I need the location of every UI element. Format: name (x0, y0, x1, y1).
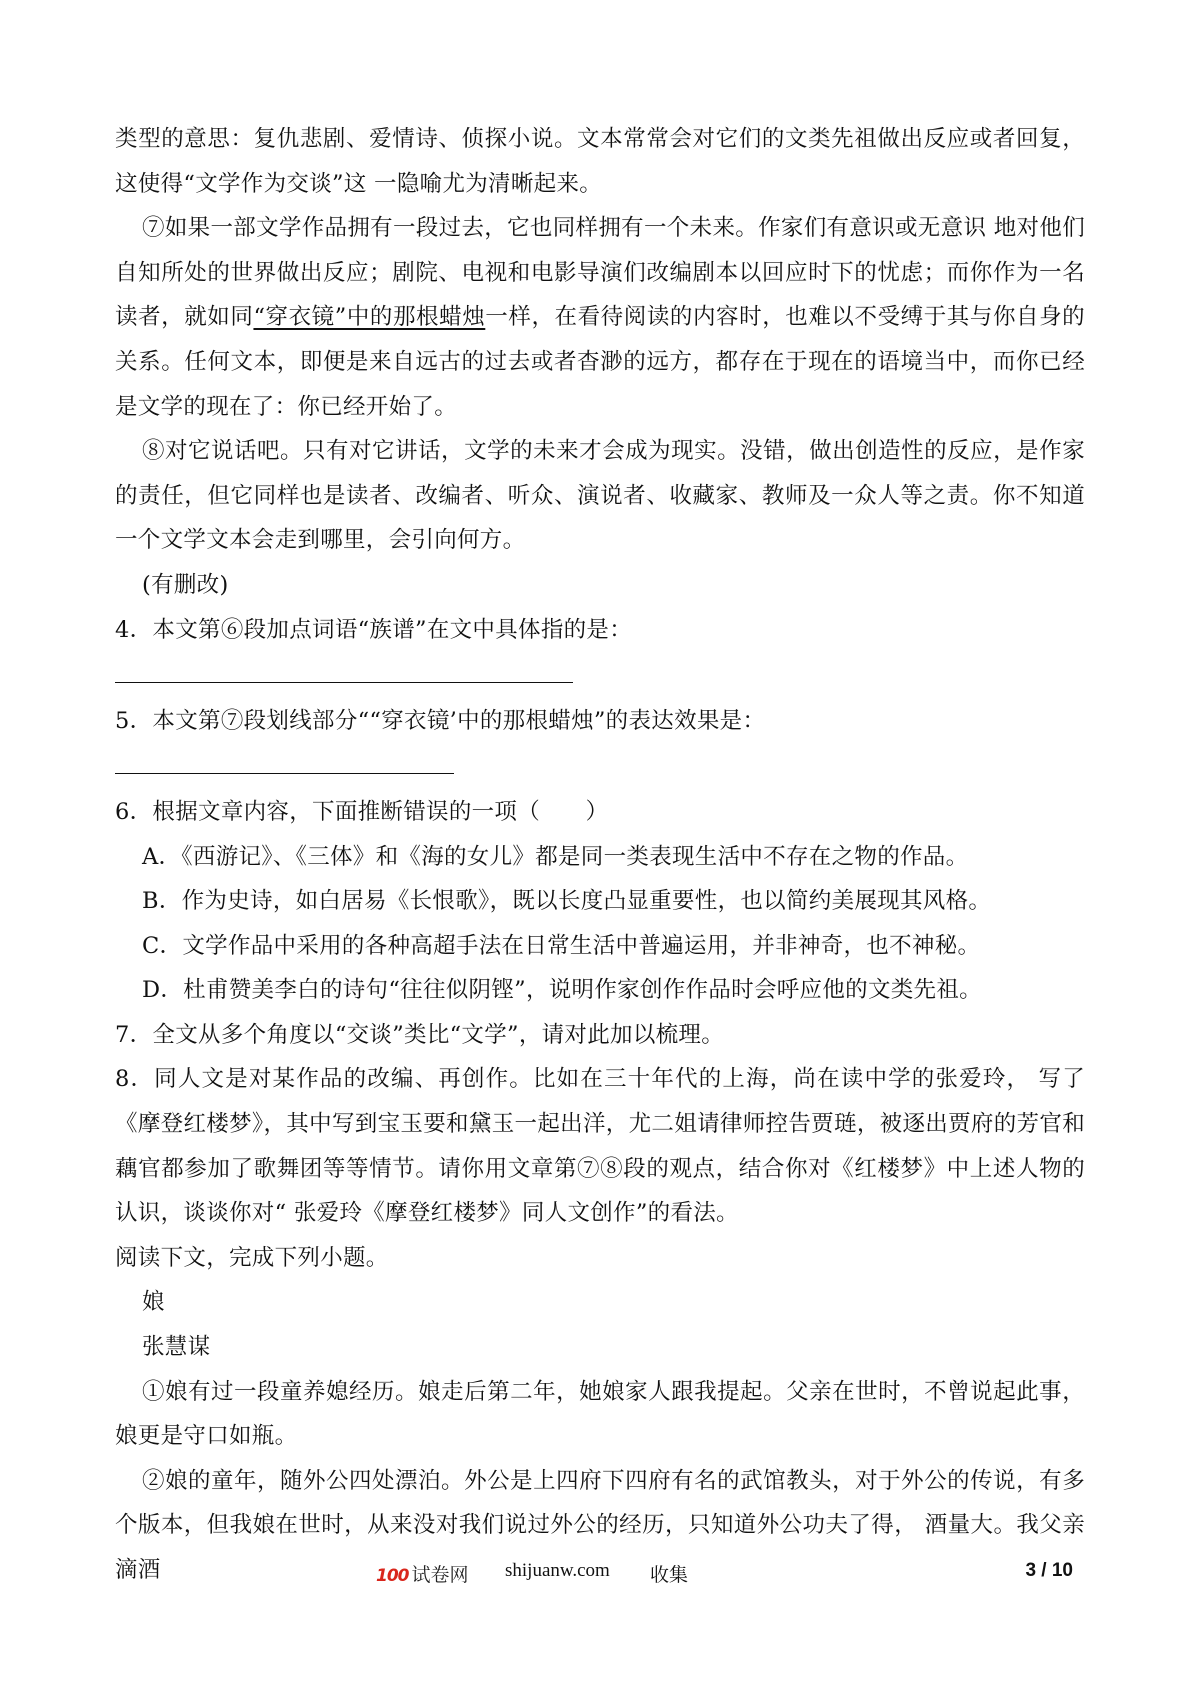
question-6: 6．根据文章内容，下面推断错误的一项（ ） (115, 798, 609, 825)
site-url[interactable]: shijuanw.com (505, 1560, 610, 1581)
answer-blank-4[interactable] (115, 652, 573, 683)
question-8: 8．同人文是对某作品的改编、再创作。比如在三十年代的上海，尚在读中学的张爱玲， 写了《摩登红楼梦》，其中写到宝玉要和黛玉一起出洋，尤二姐请律师控告贾琏，被逐出贾府的芳官和藕官都参加了歌舞团等等情节。请你用文章第⑦⑧段的观点，结合你对《红楼梦》中上述人物的认识，谈谈你对“ 张爱玲《摩登红楼梦》同人文创作”的看法。 (115, 1066, 1085, 1227)
paragraph-7-text-a: ⑦如果一部文学作品拥有一段过去，它也同样拥有一个未来。作家们有意识或无意识 地对他们自知所处的世界做出反应；剧院、电视和电影导演们改编剧本以回应时下的忧虑；而你作为一名读者，就如同 (115, 215, 1085, 331)
question-7: 7．全文从多个角度以“交谈”类比“文学”，请对此加以梳理。 (115, 1021, 725, 1048)
passage-title: 娘 (142, 1289, 165, 1316)
page-footer (0, 1554, 1191, 1594)
option-a: A．《西游记》、《三体》和《海的女儿》都是同一类表现生活中不存在之物的作品。 (142, 843, 969, 870)
passage-author: 张慧谋 (142, 1334, 211, 1361)
question-4-text: 4．本文第⑥段加点词语“族谱”在文中具体指的是： (115, 616, 633, 643)
paragraph-8: ⑧对它说话吧。只有对它讲话，文学的未来才会成为现实。没错，做出创造性的反应，是作家的责任，但它同样也是读者、改编者、听众、演说者、收藏家、教师及一众人等之责。你不知道一个文学文本会走到哪里，会引向何方。 (115, 438, 1085, 554)
logo-text: 试卷网 (411, 1564, 469, 1586)
question-5 (115, 699, 1085, 790)
answer-blank-5[interactable] (115, 743, 454, 774)
paragraph-7-text-b: 一样，在看待阅读的内容时，也难以不受缚于其与你自身的关系。任何文本，即便是来自远古的过去或者杳渺的远方，都存在于现在的语境当中，而你已经是文学的现在了：你已经开始了。 (115, 304, 1085, 420)
option-c: C．文学作品中采用的各种高超手法在日常生活中普遍运用，并非神奇，也不神秘。 (142, 932, 981, 959)
paragraph-6-tail: 类型的意思：复仇悲剧、爱情诗、侦探小说。文本常常会对它们的文类先祖做出反应或者回复，这使得“文学作为交谈”这 一隐喻尤为清晰起来。 (115, 126, 1085, 197)
reading-instruction: 阅读下文，完成下列小题。 (115, 1244, 389, 1271)
passage-paragraph-2: ②娘的童年，随外公四处漂泊。外公是上四府下四府有名的武馆教头，对于外公的传说，有多个版本，但我娘在世时，从来没对我们说过外公的经历，只知道外公功夫了得， 酒量大。我父亲滴酒 (115, 1467, 1085, 1583)
question-5-text: 5．本文第⑦段划线部分““穿衣镜’中的那根蜡烛”的表达效果是： (115, 707, 766, 734)
logo-icon: 100 (376, 1566, 409, 1586)
site-logo[interactable] (376, 1560, 469, 1587)
collect-label: 收集 (650, 1564, 689, 1586)
page-content (115, 117, 1085, 1593)
option-d: D．杜甫赞美李白的诗句“往往似阴铿”，说明作家创作作品时会呼应他的文类先祖。 (142, 977, 982, 1004)
option-b: B．作为史诗，如白居易《长恨歌》，既以长度凸显重要性，也以简约美展现其风格。 (142, 888, 992, 915)
passage-paragraph-1: ①娘有过一段童养媳经历。娘走后第二年，她娘家人跟我提起。父亲在世时，不曾说起此事，娘更是守口如瓶。 (115, 1378, 1085, 1450)
question-4 (115, 608, 1085, 699)
page-number: 3 / 10 (1025, 1560, 1073, 1581)
paragraph-7 (115, 206, 1085, 429)
edit-note: (有删改) (142, 571, 229, 598)
underlined-phrase: “穿衣镜”中的那根蜡烛 (253, 304, 486, 331)
